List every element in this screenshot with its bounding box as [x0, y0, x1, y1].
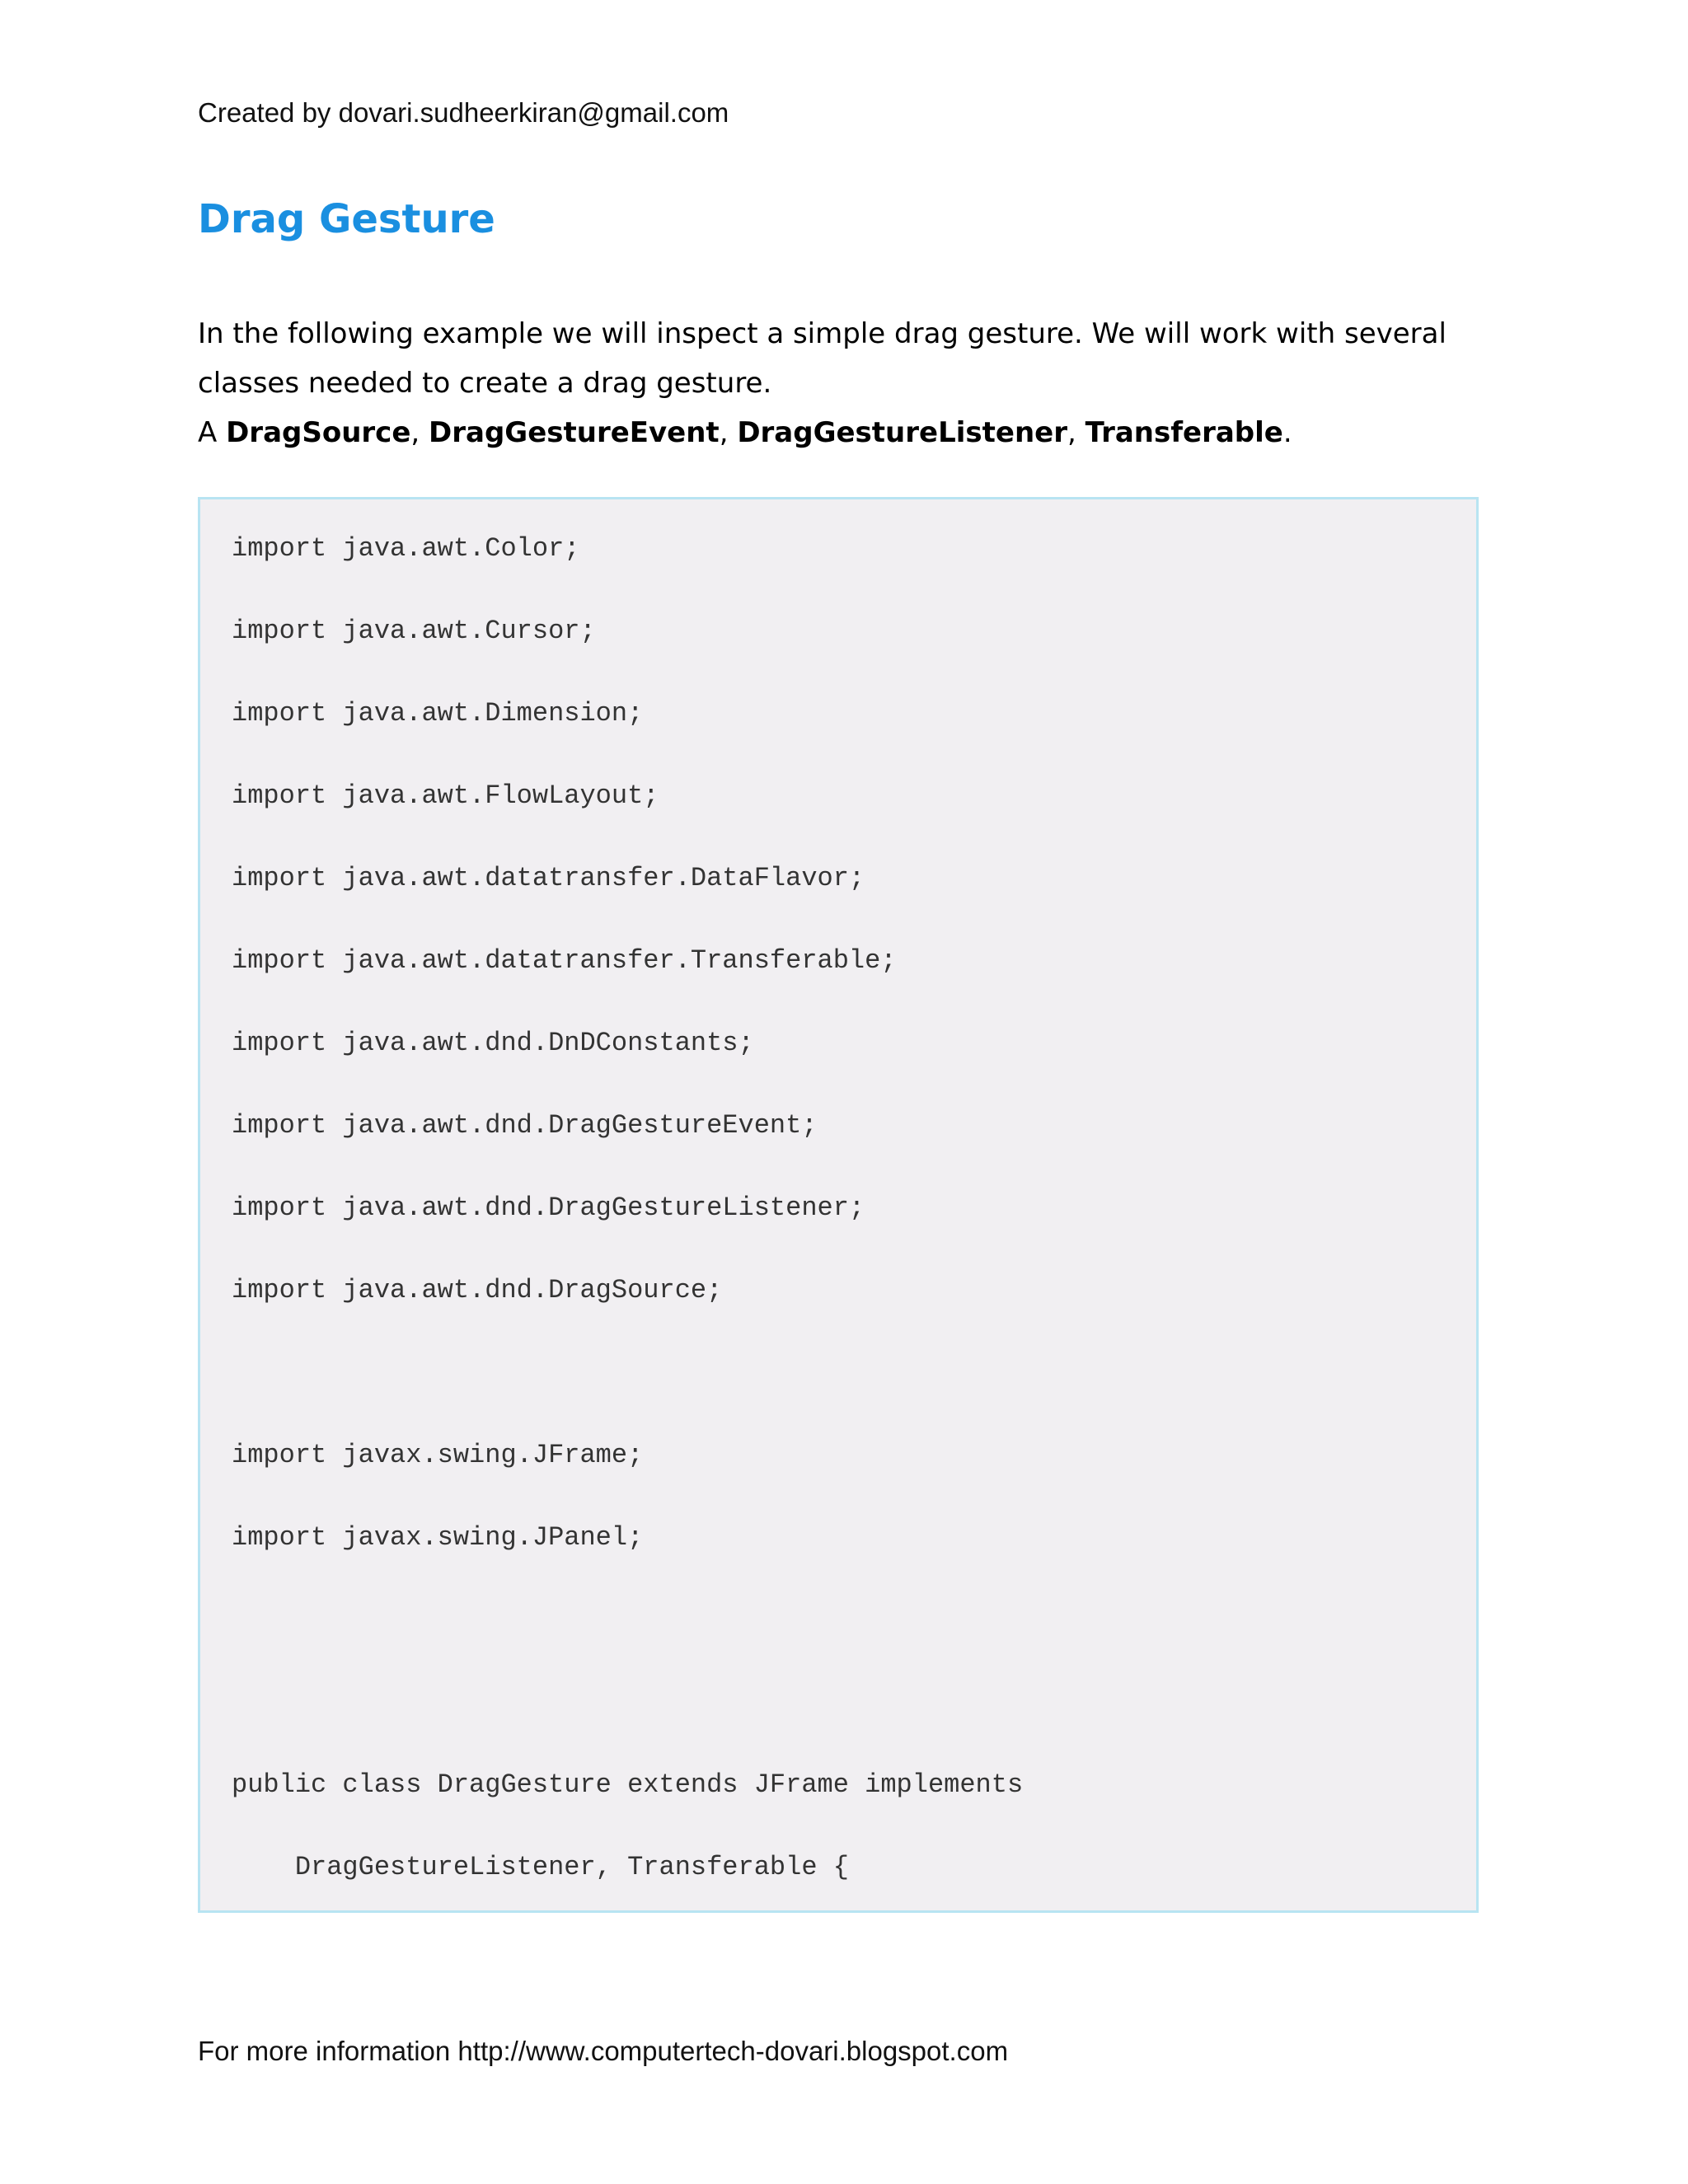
code-line: import java.awt.dnd.DragGestureListener; — [232, 1193, 865, 1223]
class-draggesturelistener: DragGestureListener — [737, 416, 1067, 449]
code-block — [198, 497, 1479, 1913]
header-created-by: Created by dovari.sudheerkiran@gmail.com — [198, 97, 729, 128]
class-transferable: Transferable — [1085, 416, 1283, 449]
code-line: import java.awt.dnd.DragGestureEvent; — [232, 1110, 818, 1141]
intro-suffix: . — [1282, 416, 1292, 449]
page-title: Drag Gesture — [198, 196, 495, 242]
intro-class-list — [198, 408, 1484, 457]
code-line: import java.awt.Cursor; — [232, 616, 596, 646]
code-line: import java.awt.datatransfer.Transferable; — [232, 945, 897, 976]
intro-paragraph — [198, 309, 1484, 457]
code-line: DragGestureListener, Transferable { — [232, 1852, 849, 1882]
separator: , — [719, 416, 738, 449]
code-line: import java.awt.Dimension; — [232, 698, 644, 729]
separator: , — [410, 416, 429, 449]
code-line: import javax.swing.JPanel; — [232, 1522, 644, 1553]
intro-sentence: In the following example we will inspect a simple drag gesture. We will work with several classes needed to create a drag gesture. — [198, 317, 1447, 400]
intro-prefix: A — [198, 416, 227, 449]
code-line: import javax.swing.JFrame; — [232, 1440, 644, 1470]
code-line: import java.awt.datatransfer.DataFlavor; — [232, 863, 865, 893]
code-line: import java.awt.dnd.DnDConstants; — [232, 1028, 754, 1058]
code-line: import java.awt.dnd.DragSource; — [232, 1275, 723, 1305]
class-dragsource: DragSource — [226, 416, 411, 449]
code-line: import java.awt.FlowLayout; — [232, 780, 659, 811]
code-line: import java.awt.Color; — [232, 533, 580, 564]
code-line: public class DragGesture extends JFrame implements — [232, 1769, 1024, 1800]
separator: , — [1067, 416, 1085, 449]
footer-more-info: For more information http://www.computertech-dovari.blogspot.com — [198, 2036, 1009, 2066]
class-draggestureevent: DragGestureEvent — [429, 416, 720, 449]
